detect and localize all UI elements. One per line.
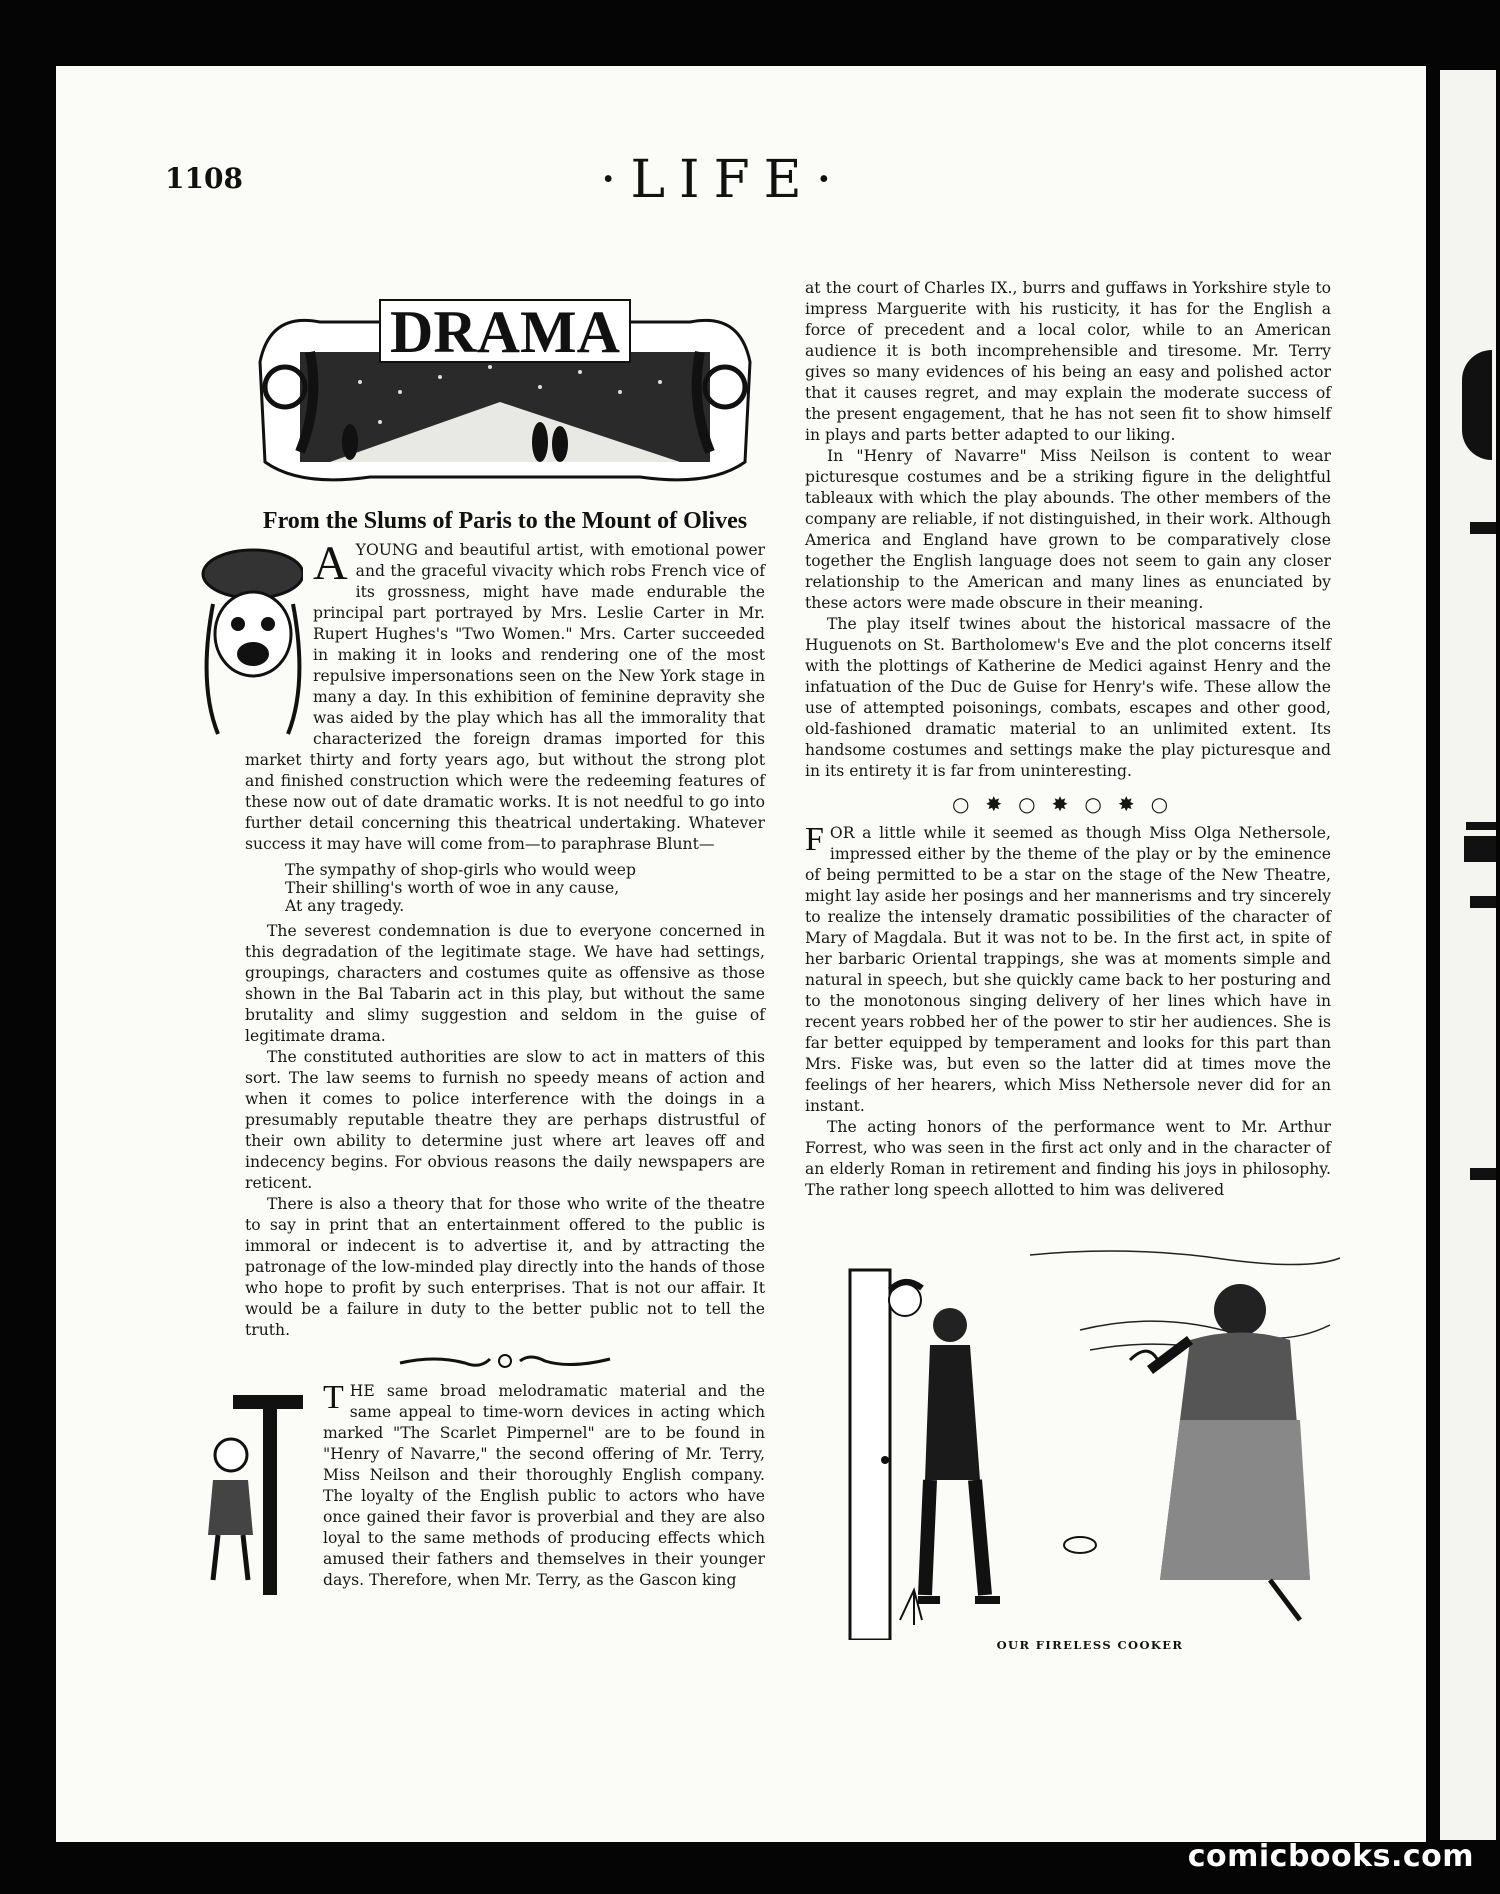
cavalier-drop-cap-illustration — [193, 1385, 313, 1600]
edge-mark — [1470, 522, 1496, 534]
article-paragraph: In "Henry of Navarre" Miss Neilson is content to wear picturesque costumes and be a striking figure in the delightful tableaux with which the play abounds. The other members of the company are reliable, if not distinguished, in their work. Although America and England have grown to be comparatively close together the English language does not seem to gain any closer relationship to the American and many lines as enunciated by these actors were made obscure in their meaning. — [805, 447, 1331, 612]
article-paragraph: The severest condemnation is due to everyone concerned in this degradation of the legitimate stage. We have had settings, groupings, characters and costumes quite as offensive as those shown in the Bal Tabarin act in this play, but without the same brutality and slimy suggestion and seldom in the guise of legitimate drama. — [245, 922, 765, 1045]
article-paragraph: The constituted authorities are slow to act in matters of this sort. The law seems to furnish no speedy means of action and when it comes to police interference with the doings in a presumably reputable theatre they are perhaps distrustful of their own ability to determine just where art leaves off and indecency begins. For obvious reasons the daily newspapers are reticent. — [245, 1048, 765, 1192]
verse-line: At any tragedy. — [285, 897, 405, 915]
edge-mark — [1470, 896, 1496, 908]
drama-banner-illustration — [240, 292, 765, 492]
page-number: 1108 — [165, 162, 243, 195]
verse-line: Their shilling's worth of woe in any cause, — [285, 879, 620, 897]
masthead-title: ·LIFE· — [600, 150, 847, 210]
article-headline: From the Slums of Paris to the Mount of Olives — [262, 508, 748, 534]
left-column — [245, 537, 765, 1604]
right-column — [805, 278, 1331, 1201]
article-paragraph: There is also a theory that for those who write of the theatre to say in print that an entertainment offered to the public is immoral or indecent is to advertise it, and by attracting the patronage of the low-minded play directly into the hands of those who hope to profit by such enterprises. That is not our affair. It would be a failure in duty to the better public not to tell the truth. — [245, 1195, 765, 1339]
banner-title: DRAMA — [390, 299, 620, 365]
drop-cap: F — [805, 821, 824, 858]
verse-line: The sympathy of shop-girls who would weep — [285, 861, 636, 879]
article-paragraph: at the court of Charles IX., burrs and guffaws in Yorkshire style to impress Marguerite with his rusticity, it has for the English a force of precedent and a local color, while to an American audience it is both incomprehensible and tiresome. Mr. Terry gives so many evidences of his being an easy and polished actor that it causes regret, and may explain the moderate success of the present engagement, that he has not seen fit to show himself in plays and parts better adapted to our liking. — [805, 279, 1331, 444]
verse-quote — [285, 861, 765, 915]
cartoon-caption: OUR FIRELESS COOKER — [996, 1638, 1184, 1652]
article-paragraph: The acting honors of the performance went to Mr. Arthur Forrest, who was seen in the first act only and in the character of an elderly Roman in retirement and finding his joys in philosophy. The rather long speech allotted to him was delivered — [805, 1118, 1331, 1199]
article-paragraph: AYOUNG and beautiful artist, with emotional power and the graceful vivacity which robs French vice of its grossness, might have made endurable the principal part portrayed by Mrs. Leslie Carter in Mr. Rupert Hughes's "Two Women." Mrs. Carter succeeded in making it in looks and rendering one of the most repulsive impersonations seen on the New York stage in many a day. In this exhibition of feminine depravity she was aided by the play which has all the immorality that characterized the foreign dramas imported for this market thirty and forty years ago, but without the strong plot and finished construction which were the redeeming features of these now out of date dramatic works. It is not needful to go into further detail concerning this theatrical undertaking. Whatever success it may have will come from—to paraphrase Blunt— — [245, 537, 765, 853]
adjacent-page-edge — [1440, 70, 1496, 1840]
ornamental-divider — [395, 1351, 615, 1371]
watermark: comicbooks.com — [1187, 1839, 1474, 1874]
ornament-row: ○✸○✸○✸○ — [951, 792, 1185, 816]
edge-mark — [1462, 350, 1492, 460]
drop-cap: A — [313, 537, 348, 590]
drop-cap: T — [323, 1379, 344, 1416]
edge-mark — [1470, 1168, 1496, 1180]
article-paragraph: THE same broad melodramatic material and the same appeal to time-worn devices in acting which marked "The Scarlet Pimpernel" are to be found in "Henry of Navarre," the second offering of Mr. Terry, Miss Neilson and their thoroughly English company. The loyalty of the English public to actors who have once gained their favor is proverbial and they are also loyal to the same methods of producing effects which amused their fathers and themselves in their younger days. Therefore, when Mr. Terry, as the Gascon king — [323, 1379, 765, 1589]
cartoon-illustration — [830, 1240, 1350, 1640]
theatre-mask-illustration — [193, 544, 303, 744]
article-paragraph: FOR a little while it seemed as though Miss Olga Nethersole, impressed either by the theme of the play or by the eminence of being permitted to be a star on the stage of the New Theatre, might lay aside her posings and her mannerisms and try sincerely to realize the intensely dramatic possibilities of the character of Mary of Magdala. But it was not to be. In the first act, in spite of her barbaric Oriental trappings, she was at moments simple and natural in speech, but she quickly came back to her posturing and to the monotonous singing delivery of her lines which have in recent years robbed her of the power to stir her audiences. She is far better equipped by temperament and looks for this part than Mrs. Fiske was, but even so the latter did at times move the feelings of her hearers, which Miss Nethersole never did for an instant. — [805, 821, 1331, 1115]
article-paragraph: The play itself twines about the historical massacre of the Huguenots on St. Bartholomew's Eve and the plot concerns itself with the plottings of Katherine de Medici against Henry and the infatuation of the Duc de Guise for Henry's wife. These allow the use of attempted poisonings, combats, escapes and other good, old-fashioned dramatic material to an unlimited extent. Its handsome costumes and settings make the play picturesque and in its entirety it is far from uninteresting. — [805, 615, 1331, 780]
edge-mark — [1464, 836, 1496, 862]
edge-mark — [1466, 822, 1496, 830]
